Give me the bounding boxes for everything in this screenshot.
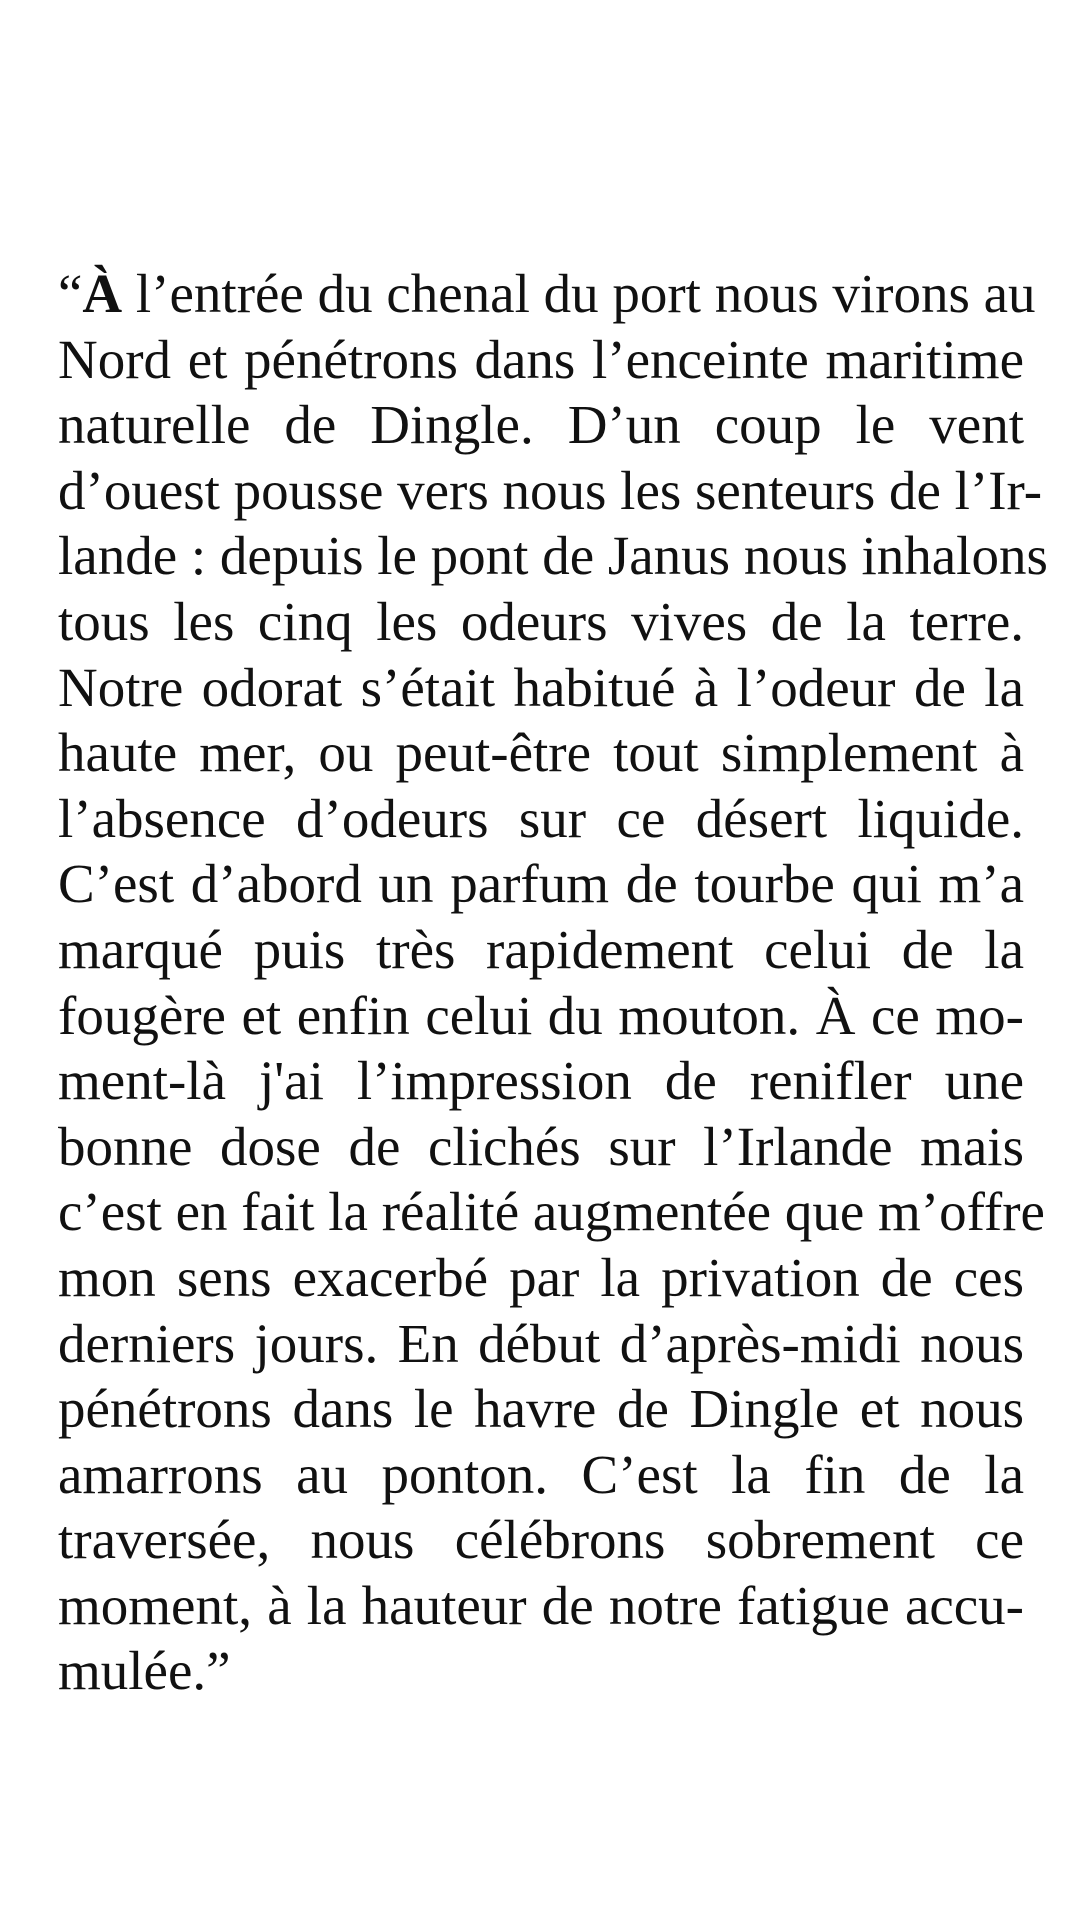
- paragraph-line: ment-là j'ai l’impression de renifler une: [58, 1050, 1024, 1112]
- paragraph-line: Nord et pénétrons dans l’enceinte maritime: [58, 328, 1024, 390]
- paragraph-line: amarrons au ponton. C’est la fin de la: [58, 1443, 1024, 1505]
- paragraph-line: marqué puis très rapidement celui de la: [58, 918, 1024, 980]
- paragraph-line: mon sens exacerbé par la privation de ces: [58, 1246, 1024, 1308]
- quoted-paragraph: [58, 261, 1048, 1704]
- paragraph-line-1: [58, 261, 1036, 327]
- paragraph-line: tous les cinq les odeurs vives de la terre.: [58, 590, 1024, 652]
- paragraph-line: pénétrons dans le havre de Dingle et nous: [58, 1378, 1024, 1440]
- bold-initial-word: À: [82, 263, 123, 324]
- paragraph-line: l’absence d’odeurs sur ce désert liquide.: [58, 787, 1024, 849]
- paragraph-line: traversée, nous célébrons sobrement ce: [58, 1509, 1024, 1571]
- paragraph-line: Notre odorat s’était habitué à l’odeur de la: [58, 656, 1024, 718]
- paragraph-line: moment, à la hauteur de notre fatigue accu-: [58, 1574, 1024, 1636]
- paragraph-line: derniers jours. En début d’après-midi nous: [58, 1312, 1024, 1374]
- paragraph-line: fougère et enfin celui du mouton. À ce mo-: [58, 984, 1024, 1046]
- paragraph-line: lande : depuis le pont de Janus nous inhalons: [58, 525, 1048, 587]
- paragraph-line: haute mer, ou peut-être tout simplement à: [58, 722, 1024, 784]
- first-line-text: l’entrée du chenal du port nous virons au: [122, 263, 1036, 324]
- paragraph-last-line: mulée.”: [58, 1640, 231, 1702]
- paragraph-line: C’est d’abord un parfum de tourbe qui m’a: [58, 853, 1024, 915]
- paragraph-line: naturelle de Dingle. D’un coup le vent: [58, 394, 1024, 456]
- paragraph-line: d’ouest pousse vers nous les senteurs de l’Ir-: [58, 459, 1043, 521]
- paragraph-line: c’est en fait la réalité augmentée que m’offre: [58, 1181, 1045, 1243]
- paragraph-line: bonne dose de clichés sur l’Irlande mais: [58, 1115, 1024, 1177]
- opening-quote: “: [58, 263, 83, 324]
